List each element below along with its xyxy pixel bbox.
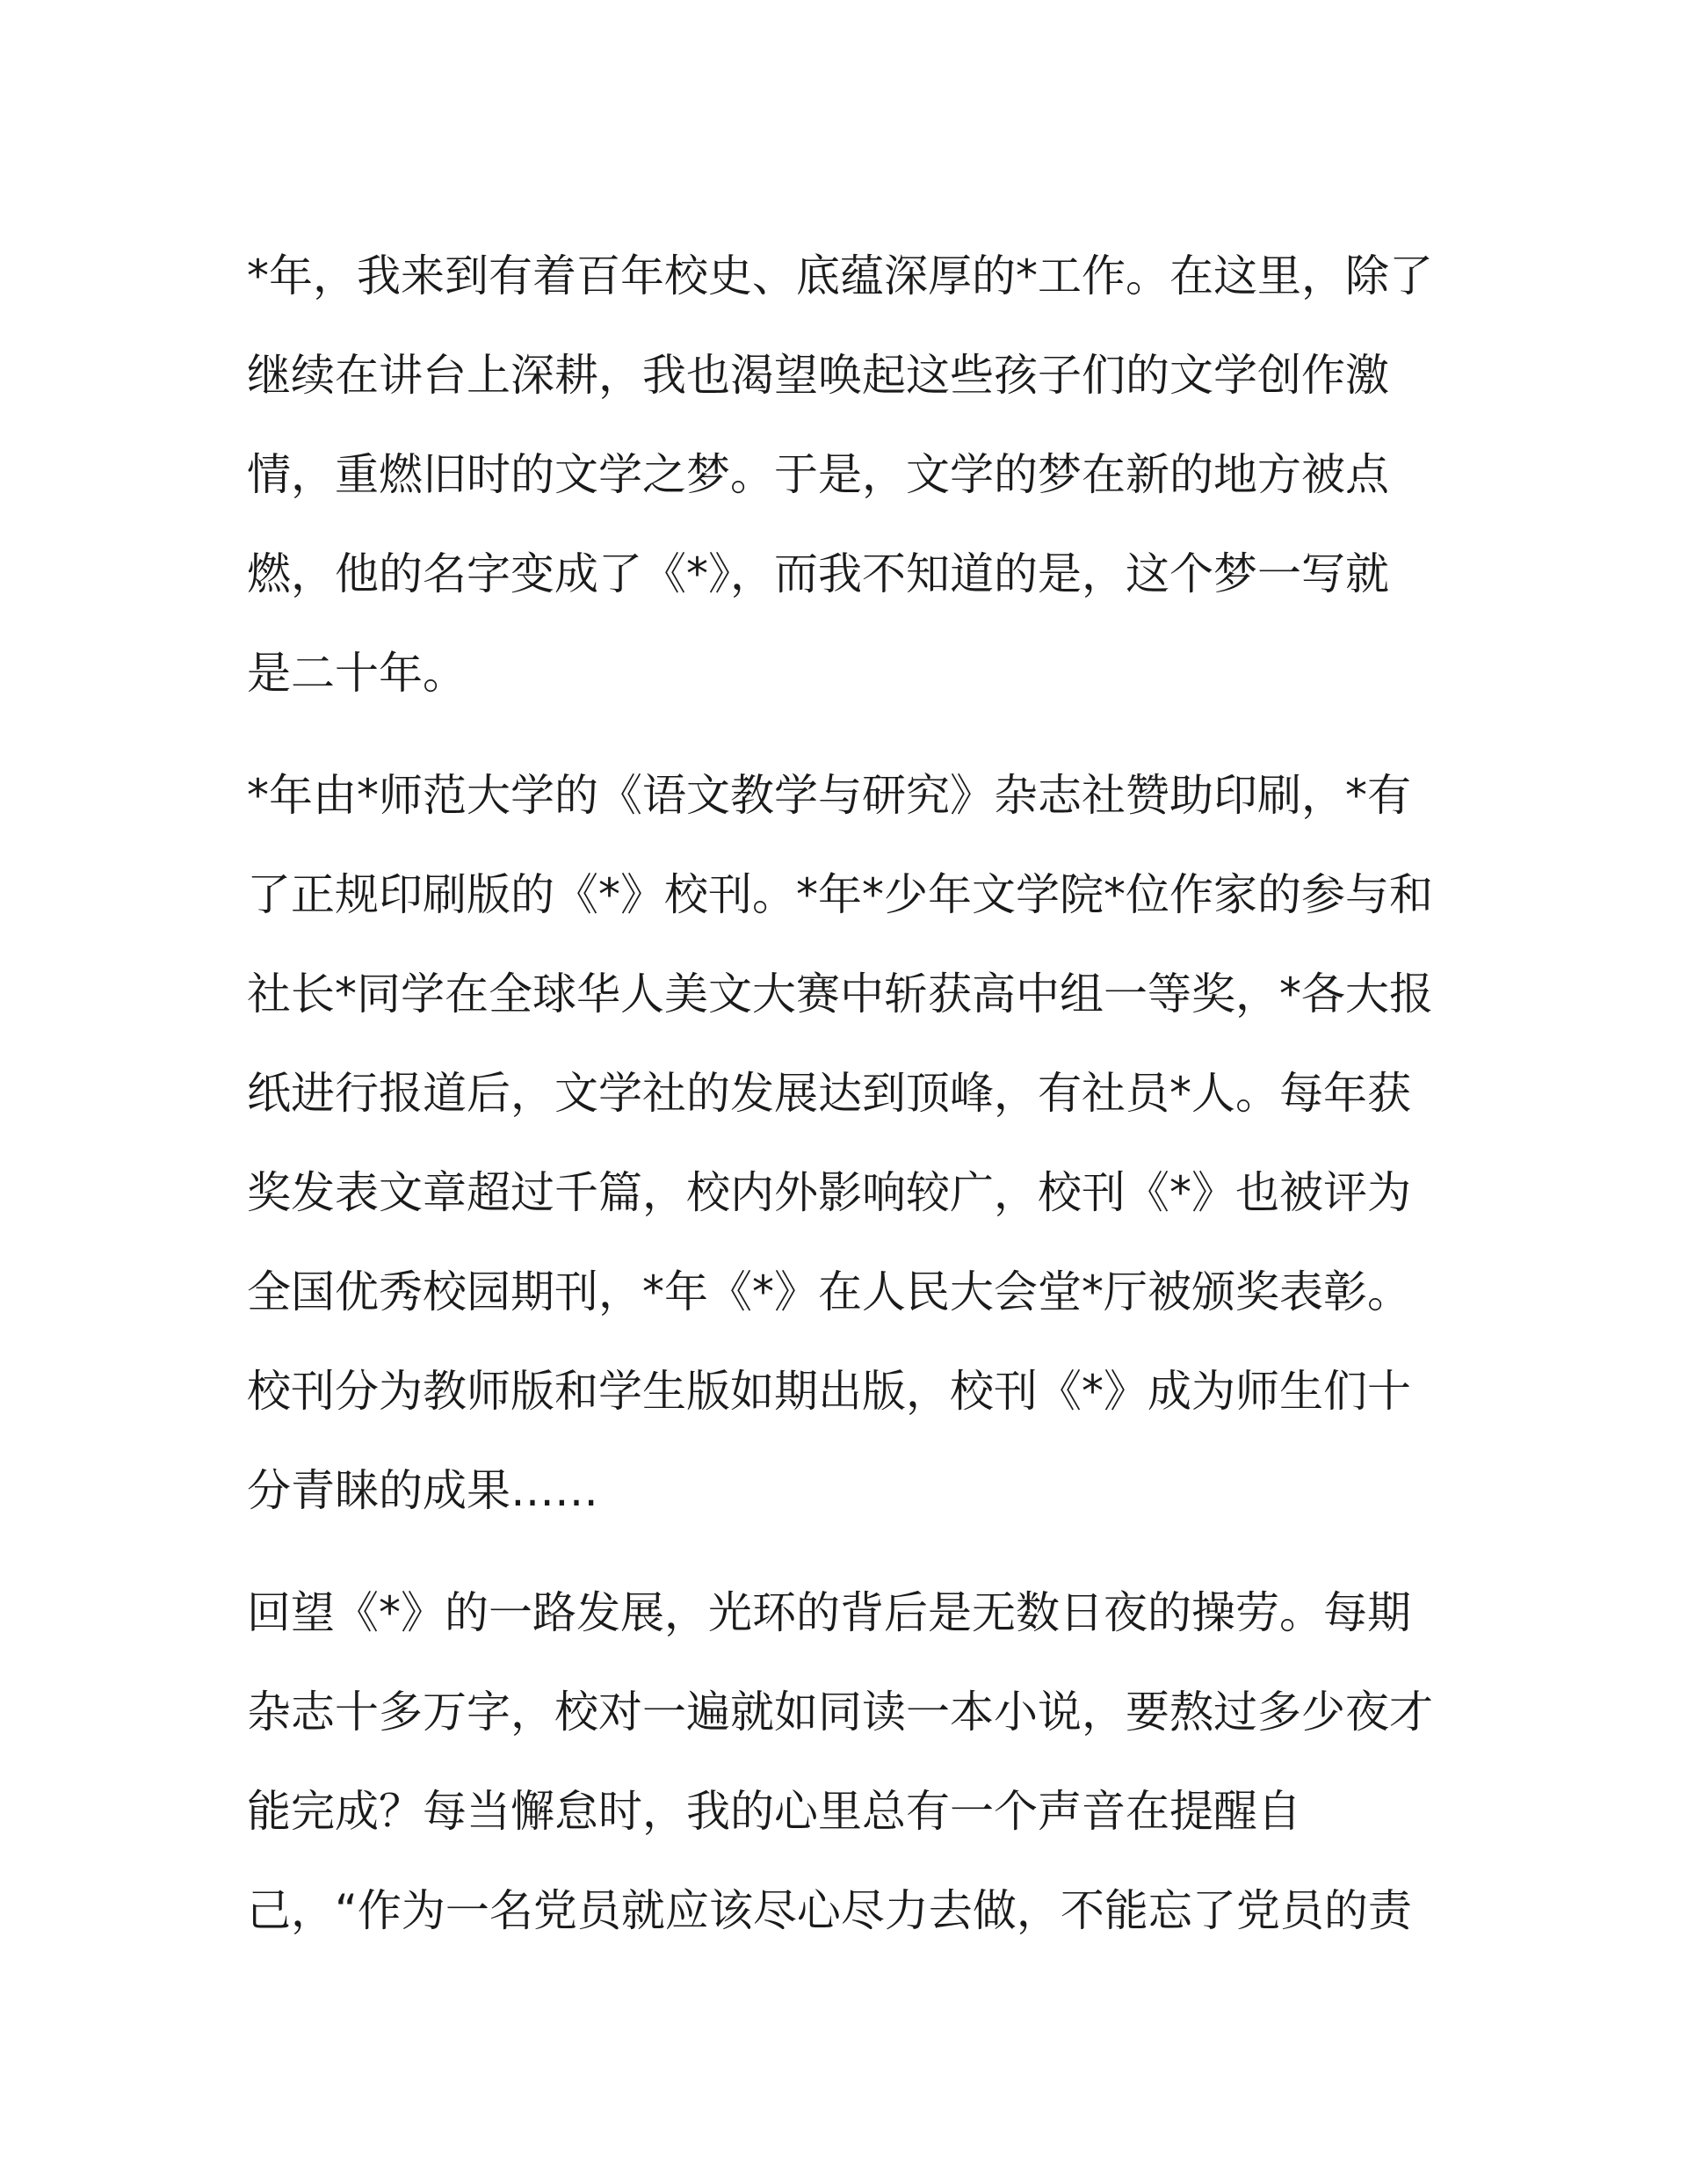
text-line: 纸进行报道后，文学社的发展达到顶峰，有社员*人。每年获 — [247, 1068, 1411, 1119]
text-line: 全国优秀校园期刊，*年《*》在人民大会堂*厅被颁奖表彰。 — [247, 1266, 1411, 1317]
text-line: 校刊分为教师版和学生版如期出版，校刊《*》成为师生们十 — [247, 1366, 1411, 1417]
text-line: 分青睐的成果…… — [247, 1465, 598, 1516]
text-line: *年由*师范大学的《语文教学与研究》杂志社赞助印刷，*有 — [247, 770, 1411, 821]
text-line: 杂志十多万字，校对一遍就如同读一本小说，要熬过多少夜才 — [247, 1687, 1433, 1738]
text-line: 继续在讲台上深耕，我也渴望唤起这些孩子们的文学创作激 — [247, 350, 1389, 401]
paragraph-3 — [247, 1564, 1459, 1961]
paragraph-1 — [247, 227, 1459, 723]
text-line: 奖发表文章超过千篇，校内外影响较广，校刊《*》也被评为 — [247, 1167, 1411, 1218]
text-line: 己，“作为一名党员就应该尽心尽力去做，不能忘了党员的责 — [247, 1885, 1412, 1936]
text-line: *年，我来到有着百年校史、底蕴深厚的*工作。在这里，除了 — [247, 250, 1433, 301]
text-line: 能完成？每当懈怠时，我的心里总有一个声音在提醒自 — [247, 1786, 1301, 1837]
text-line: 情，重燃旧时的文学之梦。于是，文学的梦在新的地方被点 — [247, 449, 1389, 500]
text-line: 燃，他的名字变成了《*》，而我不知道的是，这个梦一写就 — [247, 548, 1389, 599]
text-line: 回望《*》的一路发展，光环的背后是无数日夜的操劳。每期 — [247, 1587, 1411, 1638]
paragraph-2 — [247, 746, 1459, 1541]
text-line: 社长*同学在全球华人美文大赛中斩获高中组一等奖，*各大报 — [247, 969, 1433, 1019]
text-line: 是二十年。 — [247, 648, 467, 699]
text-line: 了正规印刷版的《*》校刊。*年*少年文学院*位作家的参与和 — [247, 869, 1433, 920]
document-body — [247, 227, 1459, 1984]
